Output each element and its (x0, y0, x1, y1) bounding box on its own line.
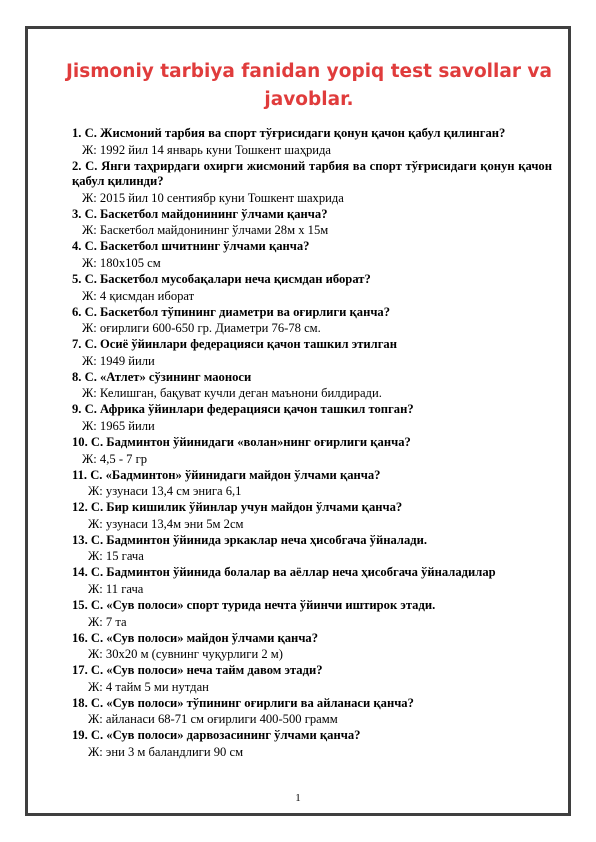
question-10: 10. С. Бадминтон ўйинидаги «волан»нинг оғирлиги қанча? (72, 434, 411, 449)
question-17: 17. С. «Сув полоси» неча тайм давом этади? (72, 663, 323, 678)
question-2: 2. С. Янги таҳрирдаги охирги жисмоний тарбия ва спорт тўғрисидаги қонун қачон қабул қилинди? (72, 158, 552, 189)
answer-9: Ж: 1965 йили (82, 418, 155, 433)
answer-11: Ж: узунаси 13,4 см энига 6,1 (88, 484, 242, 499)
question-12: 12. С. Бир кишилик ўйинлар учун майдон ўлчами қанча? (72, 500, 403, 515)
page-title: Jismoniy tarbiya fanidan yopiq test savollar va javoblar. (66, 61, 552, 110)
answer-15: Ж: 7 та (88, 614, 127, 629)
qa-list (72, 126, 552, 761)
question-1: 1. С. Жисмоний тарбия ва спорт тўғрисидаги қонун қачон қабул қилинган? (72, 126, 506, 140)
question-16: 16. С. «Сув полоси» майдон ўлчами қанча? (72, 630, 319, 645)
question-5: 5. С. Баскетбол мусобақалари неча қисмдан иборат? (72, 271, 371, 286)
answer-7: Ж: 1949 йили (82, 353, 155, 368)
question-11: 11. С. «Бадминтон» ўйинидаги майдон ўлчами қанча? (72, 467, 381, 482)
answer-2: Ж: 2015 йил 10 сентиябр куни Тошкент шахрида (82, 190, 344, 205)
question-19: 19. С. «Сув полоси» дарвозасининг ўлчами қанча? (72, 728, 361, 743)
answer-14: Ж: 11 гача (88, 581, 144, 596)
question-4: 4. С. Баскетбол шчитнинг ўлчами қанча? (72, 239, 310, 254)
answer-19: Ж: эни 3 м баландлиги 90 см (88, 744, 244, 759)
question-9: 9. С. Африка ўйинлари федерацияси қачон ташкил топган? (72, 402, 414, 417)
question-13: 13. С. Бадминтон ўйинида эркаклар неча ҳисобгача ўйналади. (72, 532, 428, 547)
question-3: 3. С. Баскетбол майдонининг ўлчами қанча? (72, 206, 328, 221)
answer-12: Ж: узунаси 13,4м эни 5м 2см (88, 516, 244, 531)
answer-8: Ж: Келишган, бақуват кучли деган маънони билдиради. (82, 386, 382, 401)
answer-3: Ж: Баскетбол майдонининг ўлчами 28м x 15м (82, 223, 329, 238)
question-14: 14. С. Бадминтон ўйинида болалар ва аёллар неча ҳисобгача ўйналадилар (72, 565, 496, 580)
answer-16: Ж: 30х20 м (сувнинг чуқурлиги 2 м) (88, 647, 283, 662)
answer-18: Ж: айланаси 68-71 см оғирлиги 400-500 грамм (88, 712, 338, 727)
answer-13: Ж: 15 гача (88, 549, 144, 564)
question-6: 6. С. Баскетбол тўпининг диаметри ва оғирлиги қанча? (72, 304, 391, 319)
page-number: 1 (295, 792, 301, 804)
answer-17: Ж: 4 тайм 5 ми нутдан (88, 679, 209, 694)
answer-5: Ж: 4 қисмдан иборат (82, 288, 195, 303)
question-18: 18. С. «Сув полоси» тўпининг оғирлиги ва айланаси қанча? (72, 695, 414, 710)
question-7: 7. С. Осиё ўйинлари федерацияси қачон ташкил этилган (72, 337, 397, 352)
answer-1: Ж: 1992 йил 14 январь куни Тошкент шаҳрида (82, 142, 332, 157)
answer-4: Ж: 180х105 см (82, 255, 161, 270)
answer-10: Ж: 4,5 - 7 гр (82, 451, 148, 466)
answer-6: Ж: оғирлиги 600-650 гр. Диаметри 76-78 см. (82, 321, 321, 336)
question-8: 8. С. «Атлет» сўзининг маоноси (72, 369, 252, 384)
question-15: 15. С. «Сув полоси» спорт турида нечта ўйинчи иштирок этади. (72, 597, 436, 612)
